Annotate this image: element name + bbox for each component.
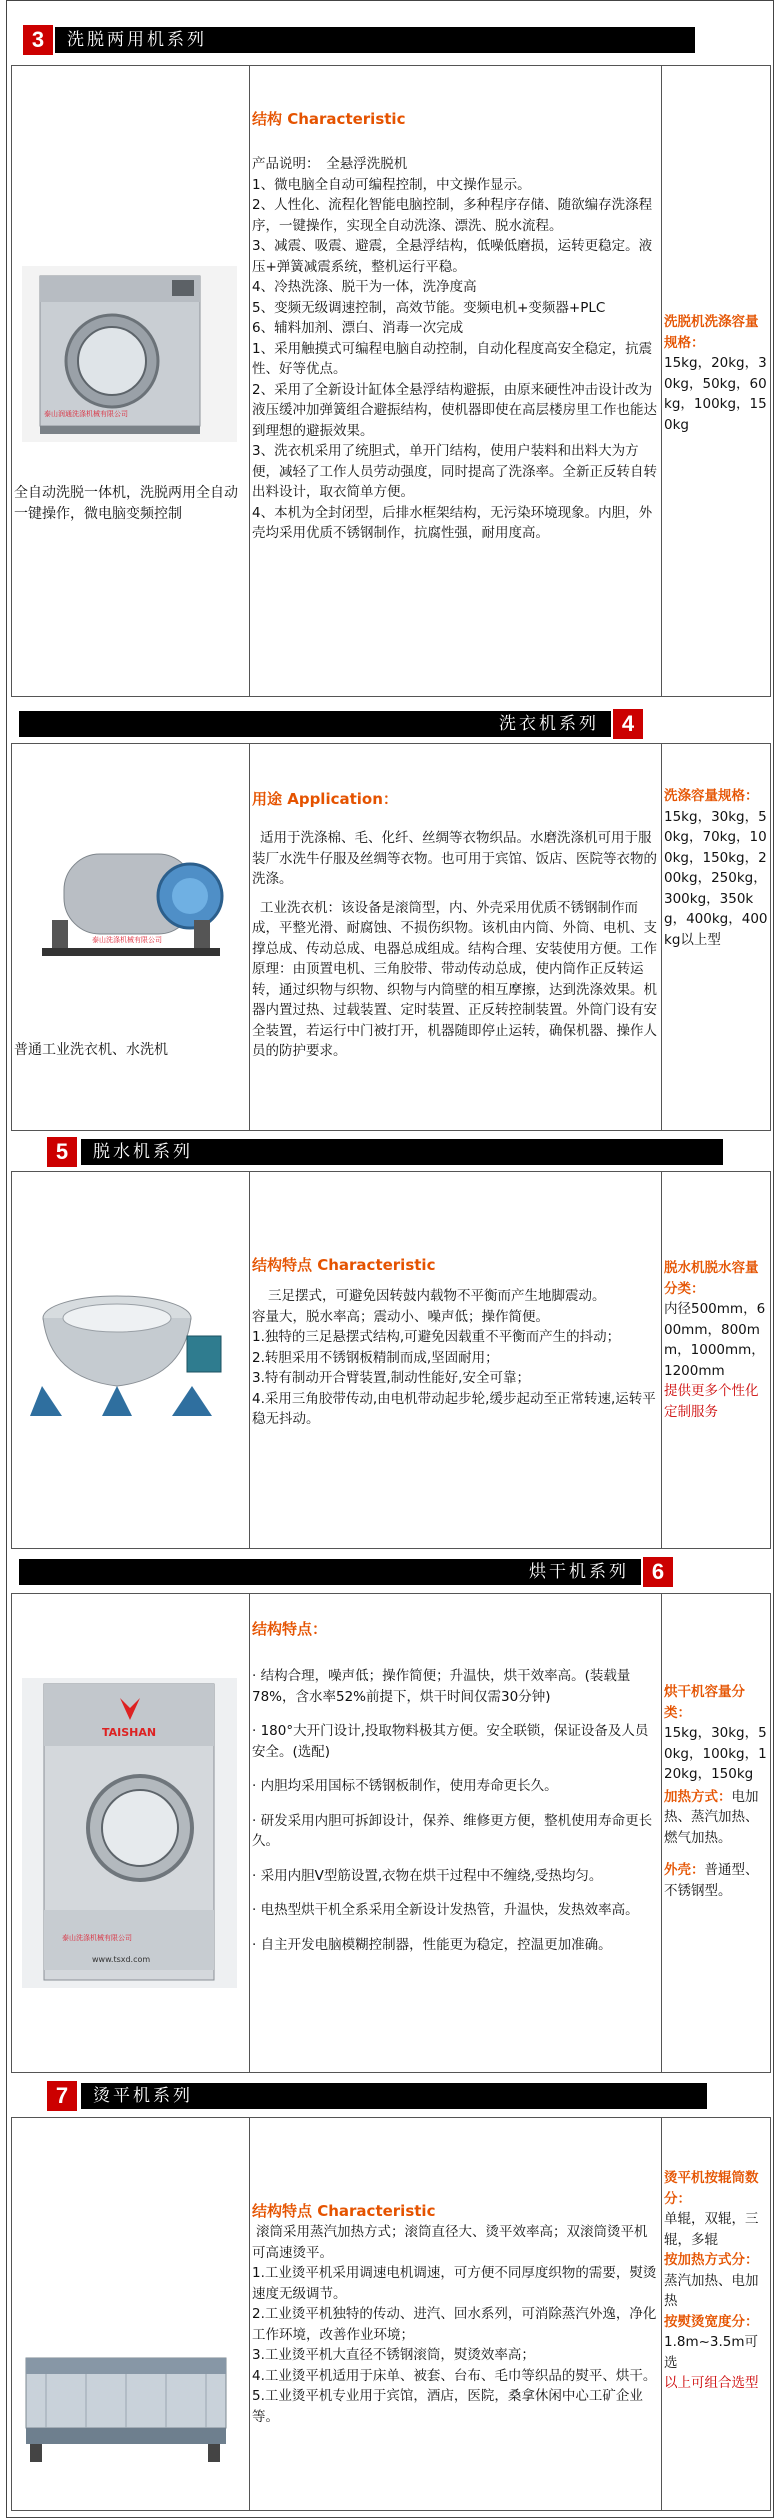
section-row-5: [11, 1171, 771, 1549]
image-column: [12, 744, 250, 1130]
spec-heading: 洗涤容量规格：: [664, 788, 759, 804]
product-catalog-page: [6, 0, 774, 2518]
section-number: 5: [47, 1137, 77, 1167]
description-body: [252, 2222, 658, 2427]
industrial-washer-image: [22, 824, 237, 974]
spec-values: 15kg，30kg，50kg，100kg，120kg，150kg: [664, 1725, 767, 1782]
section-title: 烘干机系列: [19, 1559, 641, 1585]
image-watermark: 泰山洗涤机械有限公司: [92, 936, 162, 944]
description-line: · 自主开发电脑模糊控制器，性能更为稳定，控温更加准确。: [252, 1936, 612, 1953]
spec-heating: [664, 1787, 768, 1849]
description-line: 产品说明： 全悬浮洗脱机: [252, 156, 408, 172]
section-title: 烫平机系列: [81, 2083, 707, 2109]
section-number: 7: [47, 2081, 77, 2111]
description-line: 三足摆式，可避免因转鼓内载物不平衡而产生地脚震动。: [268, 1288, 606, 1304]
spec-heading: 洗脱机洗涤容量规格：: [664, 314, 759, 351]
spec-heading: 加热方式：: [664, 1788, 732, 1805]
image-column: [12, 1172, 250, 1548]
description-line: 6、辅料加剂、漂白、消毒一次完成: [252, 320, 464, 336]
spec-block: [664, 1682, 768, 1901]
description-heading: 结构特点：: [252, 1620, 328, 1638]
section-title: 洗衣机系列: [19, 711, 611, 737]
description-line: 2.工业烫平机独特的传动、进汽、回水系列，可消除蒸汽外逸，净化工作环境，改善作业环境；: [252, 2306, 657, 2343]
description-body: [252, 828, 658, 1062]
description-line: · 结构合理，噪声低；操作简便；升温快，烘干效率高。(装载量78%，含水率52%前提下，烘干时间仅需30分钟): [252, 1668, 631, 1705]
spec-block: [664, 786, 768, 950]
spec-heading: 烘干机容量分类：: [664, 1684, 745, 1721]
spec-values: 单辊，双辊，三辊，多辊: [664, 2211, 759, 2248]
description-line: 1.独特的三足悬摆式结构,可避免因载重不平衡而产生的抖动；: [252, 1329, 621, 1345]
image-column: [12, 1594, 250, 2072]
spec-values: 15kg，20kg，30kg，50kg，60kg，100kg，150kg: [664, 355, 767, 433]
description-heading: 用途 Application：: [252, 790, 398, 808]
description-column: [250, 66, 662, 696]
description-line: · 研发采用内胆可拆卸设计，保养、维修更方便，整机使用寿命更长久。: [252, 1812, 653, 1849]
spec-block: [664, 2168, 768, 2394]
washer-extractor-image: [22, 266, 237, 442]
spec-heading: 脱水机脱水容量分类：: [664, 1260, 759, 1297]
spec-extra-note: 以上可组合选型: [664, 2375, 759, 2391]
section-banner-5: [11, 1137, 771, 1167]
section-row-3: [11, 65, 771, 697]
description-heading: 结构特点 Characteristic: [252, 1256, 436, 1274]
spec-heading: 烫平机按辊筒数分：: [664, 2170, 759, 2207]
image-url: www.tsxd.com: [92, 1955, 151, 1964]
spec-values: 普通型、不锈钢型。: [664, 1862, 759, 1899]
description-line: 5、变频无级调速控制，高效节能。变频电机+变频器+PLC: [252, 299, 606, 316]
section-title: 洗脱两用机系列: [55, 27, 695, 53]
spec-column: [662, 1172, 770, 1548]
description-column: [250, 2118, 662, 2510]
description-line: 适用于洗涤棉、毛、化纤、丝绸等衣物织品。水磨洗涤机可用于服装厂水洗牛仔服及丝绸等衣物。也可用于宾馆、饭店、医院等衣物的洗涤。: [252, 830, 657, 887]
description-body: [252, 154, 658, 544]
description-line: · 电热型烘干机全系采用全新设计发热管，升温快，发热效率高。: [252, 1902, 639, 1918]
description-line: 2、人性化、流程化智能电脑控制，多种程序存储、随欲编存洗涤程序，一键操作，实现全自动洗涤、漂洗、脱水流程。: [252, 197, 653, 234]
spec-column: [662, 744, 770, 1130]
description-line: 1.工业烫平机采用调速电机调速，可方便不同厚度织物的需要，熨烫速度无级调节。: [252, 2265, 657, 2302]
description-line: · 采用内胆V型筋设置,衣物在烘干过程中不缠绕,受热均匀。: [252, 1867, 603, 1884]
section-banner-3: [11, 25, 771, 55]
hydro-extractor-image: [22, 1266, 237, 1426]
spec-values: 1.8m~3.5m可选: [664, 2334, 759, 2371]
description-line: 3、洗衣机采用了统胆式，单开门结构，使用户装料和出料大为方便，减轻了工作人员劳动强度，同时提高了洗涤率。全新正反转自转出料设计，取衣简单方便。: [252, 443, 657, 500]
description-line: 2、采用了全新设计缸体全悬浮结构避振，由原来硬性冲击设计改为液压缓冲加弹簧组合避振结构，使机器即使在高层楼房里工作也能达到理想的避振效果。: [252, 381, 657, 439]
tumble-dryer-image: [22, 1678, 237, 1988]
description-line: 1、微电脑全自动可编程控制，中文操作显示。: [252, 176, 531, 193]
description-body: [252, 1286, 658, 1430]
spec-heading: 按熨烫宽度分：: [664, 2313, 759, 2330]
section-row-4: [11, 743, 771, 1131]
section-banner-4: [11, 709, 771, 739]
section-banner-7: [11, 2081, 771, 2111]
description-line: 4、本机为全封闭型，后排水框架结构，无污染环境现象。内胆，外壳均采用优质不锈钢制作，抗腐性强，耐用度高。: [252, 504, 653, 541]
spec-casing: [664, 1860, 768, 1901]
section-number: 3: [23, 25, 53, 55]
description-column: [250, 1172, 662, 1548]
description-line: 滚筒采用蒸汽加热方式；滚筒直径大、烫平效率高；双滚筒烫平机可高速烫平。: [252, 2224, 648, 2261]
description-line: 1、采用触摸式可编程电脑自动控制，自动化程度高安全稳定，抗震性、好等优点。: [252, 340, 653, 377]
description-line: 3、减震、吸震、避震，全悬浮结构，低噪低磨损，运转更稳定。液压+弹簧减震系统，整机运行平稳。: [252, 238, 653, 275]
flatwork-ironer-image: [22, 2328, 237, 2478]
section-row-7: [11, 2117, 771, 2511]
image-column: [12, 2118, 250, 2510]
description-line: 4、冷热洗涤、脱干为一体，洗净度高: [252, 279, 477, 295]
description-line: 3.特有制动开合臂装置,制动性能好,安全可靠；: [252, 1370, 530, 1386]
description-line: · 内胆均采用国标不锈钢板制作，使用寿命更长久。: [252, 1778, 558, 1794]
description-line: 5.工业烫平机专业用于宾馆，酒店，医院，桑拿休闲中心工矿企业等。: [252, 2388, 643, 2425]
description-line: 3.工业烫平机大直径不锈钢滚筒，熨烫效率高；: [252, 2347, 535, 2363]
description-column: [250, 1594, 662, 2072]
section-title: 脱水机系列: [81, 1139, 723, 1165]
spec-column: [662, 1594, 770, 2072]
spec-column: [662, 66, 770, 696]
spec-heading: 按加热方式分：: [664, 2252, 759, 2268]
product-caption: 普通工业洗衣机、水洗机: [14, 1042, 168, 1058]
spec-column: [662, 2118, 770, 2510]
section-banner-6: [11, 1557, 771, 1587]
brand-logo: TAISHAN: [102, 1726, 157, 1739]
spec-values: 15kg，30kg，50kg，70kg，100kg，150kg，200kg，250kg，300kg，350kg，400kg，400kg以上型: [664, 808, 768, 948]
description-line: 容量大，脱水率高；震动小、噪声低；操作简便。: [252, 1308, 549, 1325]
description-line: · 180°大开门设计,投取物料极其方便。安全联锁，保证设备及人员安全。(选配): [252, 1723, 649, 1760]
spec-values: 蒸汽加热、电加热: [664, 2272, 759, 2309]
image-column: [12, 66, 250, 696]
spec-block: [664, 1258, 768, 1422]
section-number: 6: [643, 1557, 673, 1587]
description-heading: 结构 Characteristic: [252, 110, 406, 128]
description-column: [250, 744, 662, 1130]
description-body: [252, 1666, 658, 1955]
image-watermark: 泰山洗涤机械有限公司: [62, 1934, 132, 1942]
spec-values: 电加热、蒸汽加热、燃气加热。: [664, 1788, 759, 1846]
description-line: 4.采用三角胶带传动,由电机带动起步轮,缓步起动至正常转速,运转平稳无抖动。: [252, 1390, 656, 1427]
image-watermark: 泰山润通洗涤机械有限公司: [44, 410, 128, 418]
description-line: 4.工业烫平机适用于床单、被套、台布、毛巾等织品的熨平、烘干。: [252, 2367, 657, 2384]
spec-heading: 外壳：: [664, 1862, 705, 1878]
section-number: 4: [613, 709, 643, 739]
description-line: 2.转胆采用不锈钢板精制而成,坚固耐用；: [252, 1349, 499, 1366]
description-line: 工业洗衣机：该设备是滚筒型，内、外壳采用优质不锈钢制作而成，平整光滑、耐腐蚀、不损伤织物。该机由内筒、外筒、电机、支撑总成、传动总成、电器总成组成。结构合理、安装使用方便。工作原理：由顶置电机、三角胶带、带动传动总成，使内筒作正反转运转，通过织物与织物、织物与内筒壁的相互摩擦，达到洗涤效果。机器内置过热、过载装置、定时装置、正反转控制装置。外筒门设有安全装置，若运行中门被打开，机器随即停止运转，确保机器、操作人员的防护要求。: [252, 899, 657, 1059]
description-heading: 结构特点 Characteristic: [252, 2202, 436, 2220]
product-caption: 全自动洗脱一体机，洗脱两用全自动一键操作，微电脑变频控制: [14, 485, 238, 522]
section-row-6: [11, 1593, 771, 2073]
spec-block: [664, 312, 768, 435]
spec-extra-note: 提供更多个性化定制服务: [664, 1383, 759, 1420]
spec-values: 内径500mm，600mm，800mm，1000mm，1200mm: [664, 1301, 766, 1379]
